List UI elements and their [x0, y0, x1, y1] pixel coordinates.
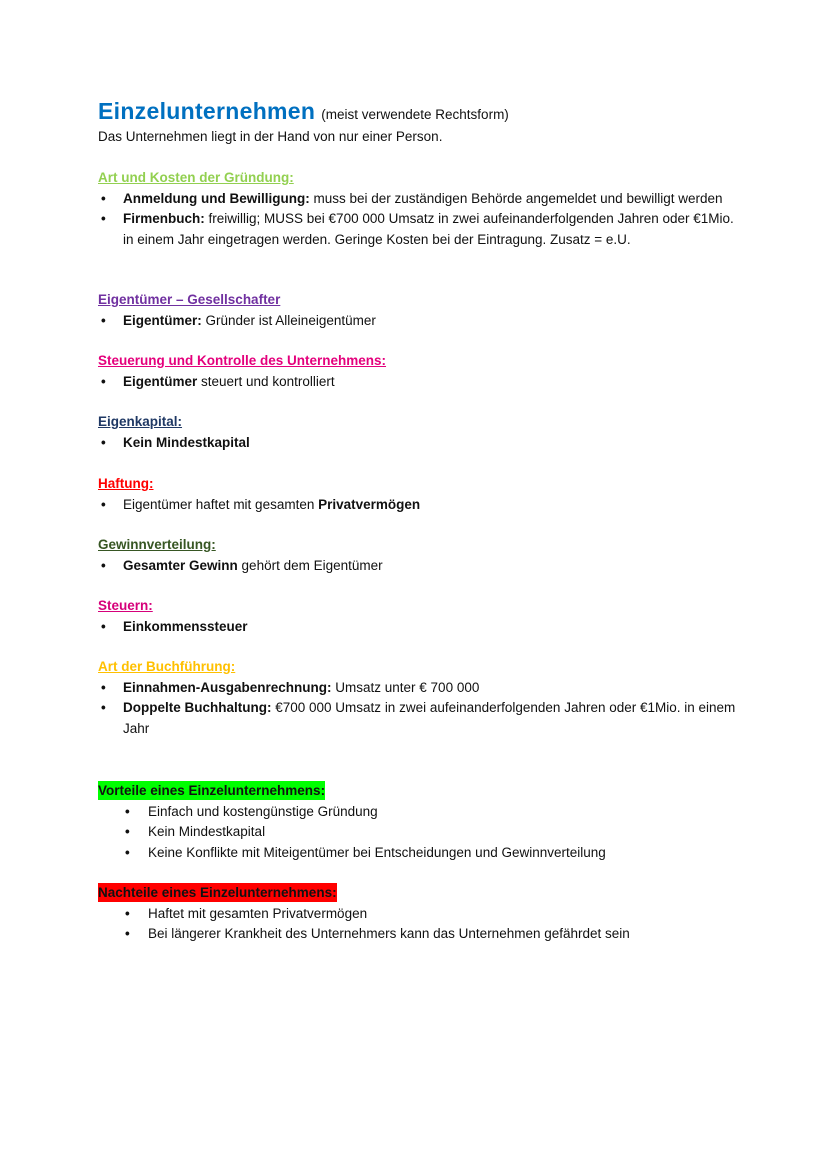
section-heading: Art und Kosten der Gründung: — [98, 170, 294, 185]
list-item: • Eigentümer haftet mit gesamten Privatvermögen — [98, 495, 738, 516]
list-item: • Eigentümer: Gründer ist Alleineigentümer — [98, 311, 738, 332]
list-item: • Doppelte Buchhaltung: €700 000 Umsatz in zwei aufeinanderfolgenden Jahren oder €1Mio. in einem Jahr — [98, 698, 738, 739]
section-nachteile — [98, 883, 738, 945]
section-buchfuehrung — [98, 657, 738, 739]
section-steuern — [98, 596, 738, 637]
section-heading: Art der Buchführung: — [98, 659, 236, 674]
section-heading: Eigenkapital: — [98, 414, 183, 429]
vorteile-heading: Vorteile eines Einzelunternehmens: — [98, 783, 326, 798]
list-item: • Kein Mindestkapital — [98, 822, 738, 843]
list-item: • Einnahmen-Ausgabenrechnung: Umsatz unter € 700 000 — [98, 678, 738, 699]
title-note: (meist verwendete Rechtsform) — [321, 107, 509, 122]
section-steuerung — [98, 351, 738, 392]
list-item: • Gesamter Gewinn gehört dem Eigentümer — [98, 556, 738, 577]
list-item: • Einfach und kostengünstige Gründung — [98, 802, 738, 823]
list-item: • Kein Mindestkapital — [98, 433, 738, 454]
list-item: • Firmenbuch: freiwillig; MUSS bei €700 000 Umsatz in zwei aufeinanderfolgenden Jahren oder €1Mio. in einem Jahr eingetragen werden. Geringe Kosten bei der Eintragung. Zusatz = e.U. — [98, 209, 738, 250]
section-heading: Steuerung und Kontrolle des Unternehmens: — [98, 353, 387, 368]
section-heading: Steuern: — [98, 598, 153, 613]
list-item: • Keine Konflikte mit Miteigentümer bei Entscheidungen und Gewinnverteilung — [98, 843, 738, 864]
nachteile-heading: Nachteile eines Einzelunternehmens: — [98, 885, 337, 900]
document-title — [98, 98, 509, 125]
intro-text: Das Unternehmen liegt in der Hand von nur einer Person. — [98, 129, 443, 144]
section-gewinnverteilung — [98, 535, 738, 576]
section-gruendung — [98, 168, 738, 250]
list-item: • Eigentümer steuert und kontrolliert — [98, 372, 738, 393]
title-text: Einzelunternehmen — [98, 98, 316, 124]
section-eigentuemer — [98, 290, 738, 331]
section-vorteile — [98, 781, 738, 863]
list-item: • Einkommenssteuer — [98, 617, 738, 638]
section-heading: Haftung: — [98, 476, 154, 491]
section-heading: Gewinnverteilung: — [98, 537, 216, 552]
section-haftung — [98, 474, 738, 515]
section-eigenkapital — [98, 412, 738, 453]
list-item: • Haftet mit gesamten Privatvermögen — [98, 904, 738, 925]
list-item: • Bei längerer Krankheit des Unternehmers kann das Unternehmen gefährdet sein — [98, 924, 738, 945]
section-heading: Eigentümer – Gesellschafter — [98, 292, 281, 307]
list-item: • Anmeldung und Bewilligung: muss bei der zuständigen Behörde angemeldet und bewilligt werden — [98, 189, 738, 210]
